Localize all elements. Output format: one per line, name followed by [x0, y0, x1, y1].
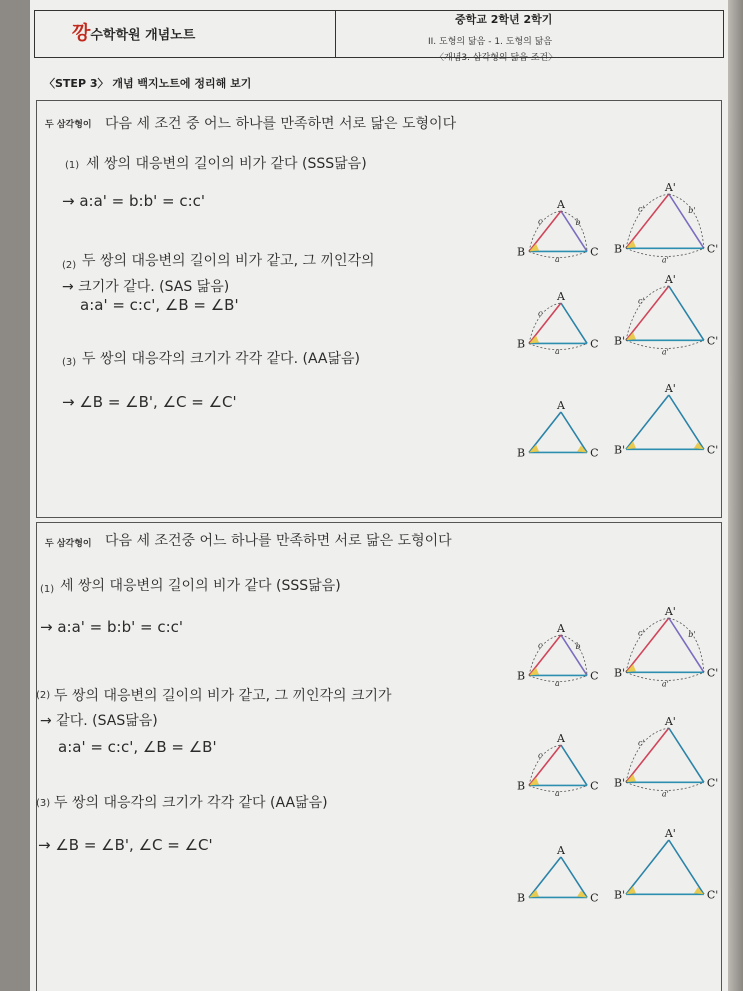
side-c-line	[626, 286, 669, 340]
vertex-a-label: A'	[664, 180, 676, 194]
vertex-b-label: B	[517, 669, 526, 683]
s2-item2-num: (2)	[36, 690, 51, 701]
vertex-b-label: B'	[614, 443, 626, 457]
side-b-line	[561, 857, 587, 897]
side-a-label: a'	[661, 347, 669, 357]
s2-item1-formula: → a:a' = b:b' = c:c'	[40, 618, 183, 636]
small-triangle-1	[517, 197, 599, 265]
s1-item1-condition: 세 쌍의 대응변의 길이의 비가 같다 (SSS닮음)	[86, 156, 367, 172]
s2-item1-condition: 세 쌍의 대응변의 길이의 비가 같다 (SSS닮음)	[60, 578, 341, 594]
large-triangle-4	[614, 604, 719, 689]
side-c-line	[529, 303, 561, 343]
vertex-c-label: C	[590, 245, 599, 259]
side-b-line	[561, 635, 587, 675]
large-triangle-2	[614, 272, 719, 357]
side-b-line	[669, 618, 704, 672]
small-triangle-6	[517, 843, 599, 907]
brand-title	[72, 18, 195, 45]
side-b-line	[669, 194, 704, 248]
large-triangle-6	[614, 826, 719, 904]
side-b-line	[669, 840, 704, 894]
side-c-label: c	[537, 308, 543, 318]
side-c-line	[529, 211, 561, 251]
side-b-line	[561, 211, 587, 251]
side-b-line	[561, 745, 587, 785]
side-b-line	[669, 395, 704, 449]
side-c-label: c	[537, 750, 543, 760]
vertex-b-label: B'	[614, 666, 626, 680]
side-b-line	[669, 728, 704, 782]
vertex-b-label: B	[517, 446, 526, 460]
side-c-label: c	[537, 216, 543, 226]
side-c-line	[626, 618, 669, 672]
s1-item3-num: (3)	[62, 357, 77, 368]
small-triangle-5	[517, 731, 599, 799]
s1-item2-condition: 두 쌍의 대응변의 길이의 비가 같고, 그 끼인각의	[82, 253, 375, 269]
s1-item2-num: (2)	[62, 260, 77, 271]
side-c-line	[626, 194, 669, 248]
vertex-a-label: A'	[664, 381, 676, 395]
grade-label: 중학교 2학년 2학기	[455, 13, 553, 26]
side-c-line	[529, 412, 561, 452]
side-a-label: a'	[661, 789, 669, 799]
section2-label: 두 삼각형이	[45, 539, 92, 549]
vertex-b-label: B	[517, 779, 526, 793]
side-b-line	[561, 303, 587, 343]
s2-item2-condition2: → 같다. (SAS닮음)	[40, 713, 158, 729]
s1-item1-formula: → a:a' = b:b' = c:c'	[62, 192, 205, 210]
s2-item3-num: (3)	[36, 798, 51, 809]
vertex-b-label: B'	[614, 888, 626, 902]
section1-intro: 다음 세 조건 중 어느 하나를 만족하면 서로 닮은 도형이다	[105, 116, 457, 132]
side-c-label: c	[537, 640, 543, 650]
header-divider	[335, 11, 336, 57]
vertex-b-label: B'	[614, 776, 626, 790]
large-triangle-3	[614, 381, 719, 459]
vertex-c-label: C'	[706, 666, 719, 680]
vertex-c-label: C	[590, 446, 599, 460]
s2-item2-formula: a:a' = c:c', ∠B = ∠B'	[58, 738, 217, 756]
s2-item2-condition: 두 쌍의 대응변의 길이의 비가 같고, 그 끼인각의 크기가	[54, 688, 392, 704]
large-triangle-1	[614, 180, 719, 265]
vertex-c-label: C	[590, 669, 599, 683]
small-triangle-4	[517, 621, 599, 689]
vertex-c-label: C'	[706, 888, 719, 902]
concept-label: 〈개념3. 삼각형의 닮음 조건〉	[435, 53, 558, 63]
vertex-b-label: B	[517, 891, 526, 905]
side-a-label: a	[555, 679, 560, 689]
vertex-c-label: C	[590, 337, 599, 351]
side-a-label: a	[555, 789, 560, 799]
side-c-label: c'	[637, 204, 645, 214]
s2-item3-condition: 두 쌍의 대응각의 크기가 각각 같다 (AA닮음)	[54, 795, 328, 811]
vertex-c-label: C'	[706, 242, 719, 256]
step-title: 〈STEP 3〉 개념 백지노트에 정리해 보기	[44, 77, 252, 90]
s2-item1-num: (1)	[40, 584, 55, 595]
vertex-c-label: C	[590, 779, 599, 793]
side-a-label: a'	[661, 679, 669, 689]
side-c-line	[626, 840, 669, 894]
vertex-c-label: C'	[706, 443, 719, 457]
side-b-line	[669, 286, 704, 340]
vertex-a-label: A	[556, 197, 565, 211]
vertex-b-label: B	[517, 245, 526, 259]
side-a-label: a	[555, 347, 560, 357]
vertex-c-label: C'	[706, 776, 719, 790]
vertex-a-label: A	[556, 731, 565, 745]
side-b-label: b'	[688, 629, 696, 639]
vertex-c-label: C	[590, 891, 599, 905]
vertex-b-label: B'	[614, 242, 626, 256]
side-c-label: c'	[637, 738, 645, 748]
side-c-label: c'	[637, 296, 645, 306]
vertex-a-label: A'	[664, 604, 676, 618]
side-b-label: b	[575, 218, 581, 228]
section1-label: 두 삼각형이	[45, 120, 92, 130]
side-c-line	[529, 635, 561, 675]
s1-item2-condition2: → 크기가 같다. (SAS 닮음)	[62, 279, 230, 295]
large-triangle-5	[614, 714, 719, 799]
s1-item2-formula: a:a' = c:c', ∠B = ∠B'	[80, 296, 239, 314]
vertex-a-label: A'	[664, 272, 676, 286]
side-a-label: a'	[661, 255, 669, 265]
unit-label: II. 도형의 닮음 - 1. 도형의 닮음	[428, 37, 553, 47]
vertex-a-label: A	[556, 843, 565, 857]
vertex-c-label: C'	[706, 334, 719, 348]
side-b-label: b'	[688, 205, 696, 215]
side-c-line	[626, 728, 669, 782]
side-b-line	[561, 412, 587, 452]
section2-intro: 다음 세 조건중 어느 하나를 만족하면 서로 닮은 도형이다	[105, 533, 452, 549]
side-c-line	[626, 395, 669, 449]
side-b-label: b	[575, 642, 581, 652]
side-c-line	[529, 857, 561, 897]
side-a-label: a	[555, 255, 560, 265]
page-edge-shadow	[728, 0, 743, 991]
vertex-a-label: A'	[664, 826, 676, 840]
vertex-b-label: B'	[614, 334, 626, 348]
side-c-label: c'	[637, 628, 645, 638]
vertex-b-label: B	[517, 337, 526, 351]
side-c-line	[529, 745, 561, 785]
vertex-a-label: A	[556, 621, 565, 635]
s1-item3-condition: 두 쌍의 대응각의 크기가 각각 같다. (AA닮음)	[82, 351, 361, 367]
academy-logo: 깡	[72, 22, 91, 44]
small-triangle-2	[517, 289, 599, 357]
brand-name: 수학학원 개념노트	[90, 28, 196, 43]
s1-item3-formula: → ∠B = ∠B', ∠C = ∠C'	[62, 393, 237, 411]
vertex-a-label: A'	[664, 714, 676, 728]
s2-item3-formula: → ∠B = ∠B', ∠C = ∠C'	[38, 836, 213, 854]
small-triangle-3	[517, 398, 599, 462]
vertex-a-label: A	[556, 289, 565, 303]
s1-item1-num: (1)	[65, 160, 80, 171]
vertex-a-label: A	[556, 398, 565, 412]
